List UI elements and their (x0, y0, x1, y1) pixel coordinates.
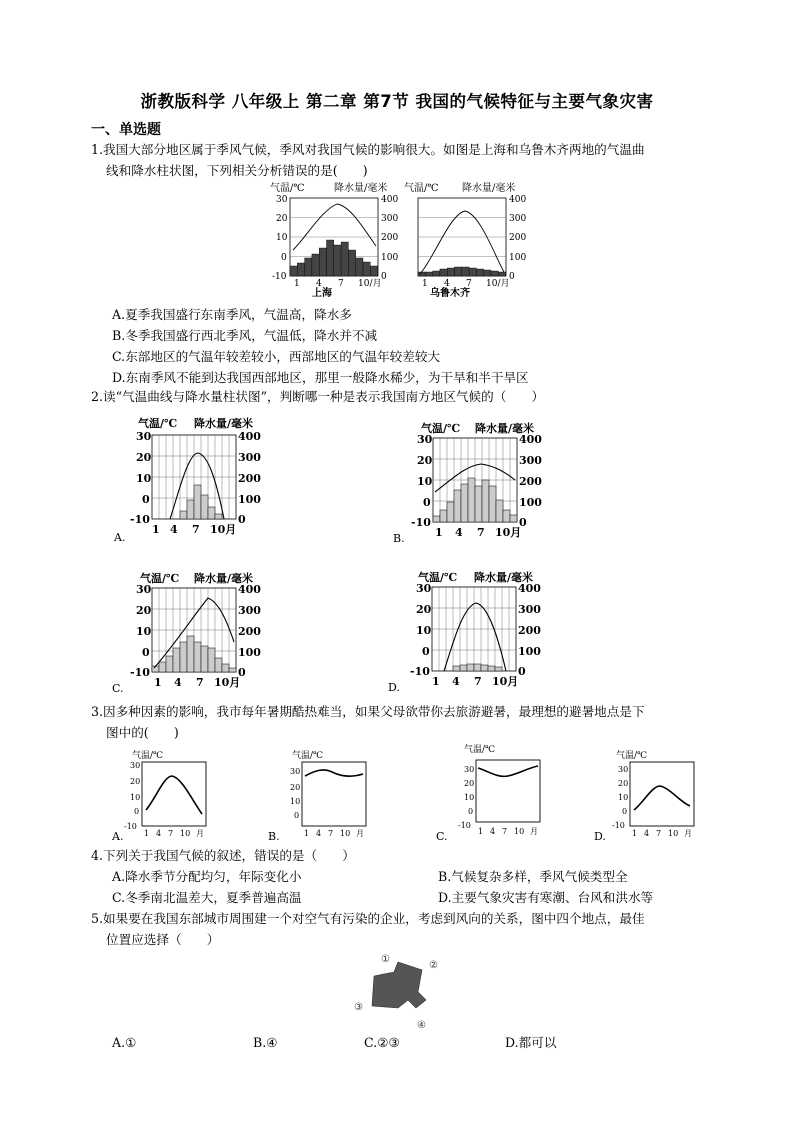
q2-t-tick: 0 (142, 493, 150, 506)
q2-precip-label: 降水量/毫米 (194, 572, 254, 585)
q4-option-b[interactable]: B.气候复杂多样，季风气候类型全 (438, 869, 628, 884)
q5-marker-2: ② (429, 960, 438, 971)
q2-p-tick: 100 (519, 496, 542, 509)
q3-chart-b[interactable] (268, 748, 378, 844)
q3-x-tick: 4 (644, 829, 650, 838)
q3-t-tick: 0 (134, 807, 140, 816)
q3-x-tick: 1 (144, 829, 150, 838)
q3-x-tick: 1 (478, 827, 484, 836)
q1-temp-curve-urumqi (420, 211, 504, 274)
q2-option-b-label[interactable]: B. (393, 532, 405, 545)
q3-x-tick: 4 (316, 829, 322, 838)
page-title: 浙教版科学 八年级上 第二章 第7节 我国的气候特征与主要气象灾害 (140, 92, 654, 111)
q1-p-tick: 400 (381, 195, 399, 205)
q3-t-tick: 20 (618, 779, 629, 788)
q3-temp-label: 气温/℃ (132, 751, 164, 761)
q1-chart-shanghai (270, 181, 398, 299)
q2-p-tick: 400 (238, 583, 261, 596)
q2-p-tick: 300 (238, 604, 261, 617)
q2-t-tick: 20 (136, 604, 152, 617)
q2-x-tick: 4 (174, 676, 182, 689)
q3-temp-label: 气温/℃ (616, 751, 648, 761)
q3-x-tick: 10 (668, 829, 679, 838)
q2-chart-a[interactable] (112, 415, 272, 545)
q2-p-tick: 400 (519, 433, 542, 446)
q2-precip-label: 降水量/毫米 (474, 571, 534, 584)
q2-x-tick: 1 (152, 523, 160, 536)
q4-option-d[interactable]: D.主要气象灾害有寒潮、台风和洪水等 (438, 890, 654, 905)
city-area-shape (372, 962, 426, 1008)
section-heading: 一、单选题 (91, 122, 161, 138)
q3-stem-line2: 图中的( ) (106, 725, 179, 740)
q1-city-shanghai: 上海 (312, 288, 332, 299)
q2-p-tick: 200 (519, 475, 542, 488)
q2-x-tick: 1 (435, 526, 443, 539)
q2-option-d-label[interactable]: D. (388, 681, 400, 693)
q3-t-tick: -10 (124, 822, 137, 831)
q3-x-tick: 月 (196, 829, 204, 838)
q1-t-tick: 30 (276, 195, 288, 205)
q2-x-tick: 10月 (495, 526, 522, 539)
q2-p-tick: 100 (238, 493, 261, 506)
q3-t-tick: 30 (618, 765, 629, 774)
q3-x-tick: 1 (632, 829, 638, 838)
q2-t-tick: 10 (136, 625, 152, 638)
q3-x-tick: 月 (356, 829, 364, 838)
q5-marker-4: ④ (417, 1020, 426, 1031)
q1-p-tick: 100 (509, 253, 527, 263)
q2-t-tick: 30 (136, 583, 152, 596)
q2-p-tick: 100 (518, 645, 541, 658)
q3-x-tick: 7 (502, 827, 508, 836)
q1-x-tick: 4 (444, 279, 450, 289)
q1-city-urumqi: 乌鲁木齐 (430, 288, 470, 299)
q5-stem-line2: 位置应选择（ ） (106, 932, 220, 947)
q3-t-tick: 30 (290, 767, 301, 776)
q1-precip-label-2: 降水量/毫米 (462, 183, 516, 194)
q2-p-tick: 0 (238, 666, 246, 679)
q3-temp-label: 气温/℃ (292, 751, 324, 761)
q1-climate-figure (262, 178, 532, 300)
q4-option-a[interactable]: A.降水季节分配均匀，年际变化小 (112, 869, 302, 884)
q2-p-tick: 200 (238, 472, 261, 485)
q3-t-tick: 0 (622, 807, 628, 816)
q2-t-tick: 10 (136, 472, 152, 485)
q2-t-tick: -10 (410, 665, 430, 678)
q2-temp-label: 气温/℃ (418, 571, 458, 584)
q2-x-tick: 10月 (214, 676, 241, 689)
q2-t-tick: 10 (416, 624, 432, 637)
q1-option-c[interactable]: C.东部地区的气温年较差较小，西部地区的气温年较差较大 (112, 349, 441, 364)
q2-precip-label: 降水量/毫米 (194, 417, 254, 430)
q1-p-tick: 0 (381, 272, 387, 282)
q3-t-tick: 20 (130, 777, 141, 786)
q2-t-tick: 20 (136, 451, 152, 464)
q3-temp-label: 气温/℃ (464, 745, 496, 755)
q3-t-tick: -10 (612, 821, 625, 830)
q2-precip-label: 降水量/毫米 (475, 422, 535, 435)
q2-x-tick: 7 (474, 675, 482, 688)
q1-p-tick: 300 (509, 214, 527, 224)
q1-x-tick: 1 (422, 279, 428, 289)
q2-chart-b[interactable] (393, 420, 553, 545)
q2-p-tick: 200 (518, 624, 541, 637)
q2-t-tick: 30 (417, 433, 433, 446)
q3-t-tick: 0 (468, 807, 474, 816)
q1-t-tick: 20 (276, 214, 288, 224)
q2-t-tick: 20 (417, 454, 433, 467)
q3-x-tick: 月 (530, 827, 538, 836)
q1-x-tick: 10/月 (358, 279, 382, 289)
q1-precip-label-1: 降水量/毫米 (334, 183, 388, 194)
q3-t-tick: 20 (464, 779, 475, 788)
q1-p-tick: 0 (509, 272, 515, 282)
q1-option-a[interactable]: A.夏季我国盛行东南季风，气温高，降水多 (112, 307, 352, 322)
q3-chart-d[interactable] (594, 748, 704, 844)
q5-option-d[interactable]: D.都可以 (505, 1035, 557, 1050)
q2-p-tick: 0 (238, 513, 246, 526)
q5-stem-line1: 5.如果要在我国东部城市周围建一个对空气有污染的企业，考虑到风向的关系，图中四个地点，最佳 (91, 911, 645, 926)
q2-p-tick: 100 (238, 646, 261, 659)
q2-x-tick: 10月 (492, 675, 519, 688)
q3-option-c-label[interactable]: C. (436, 830, 448, 843)
q2-x-tick: 4 (170, 523, 178, 536)
q4-option-c[interactable]: C.冬季南北温差大，夏季普遍高温 (112, 890, 302, 905)
q3-x-tick: 7 (328, 829, 334, 838)
q3-x-tick: 1 (304, 829, 310, 838)
q1-stem-line2: 线和降水柱状图，下列相关分析错误的是( ) (106, 163, 368, 178)
q1-option-d[interactable]: D.东南季风不能到达我国西部地区，那里一般降水稀少，为干旱和半干旱区 (112, 370, 529, 385)
q2-t-tick: 0 (423, 496, 431, 509)
q3-t-tick: 10 (618, 793, 629, 802)
q2-p-tick: 300 (519, 454, 542, 467)
q2-t-tick: 10 (417, 475, 433, 488)
q3-x-tick: 月 (684, 829, 692, 838)
q3-x-tick: 10 (514, 827, 525, 836)
q2-chart-d[interactable] (388, 567, 548, 693)
q3-t-tick: -10 (458, 821, 471, 830)
q1-x-tick: 7 (338, 279, 344, 289)
q1-precip-bars-urumqi (418, 267, 506, 276)
q2-x-tick: 7 (192, 523, 200, 536)
q2-p-tick: 300 (518, 603, 541, 616)
q2-t-tick: 30 (416, 582, 432, 595)
q1-temp-label-1: 气温/℃ (270, 183, 305, 194)
q1-t-tick: 0 (281, 253, 287, 263)
q2-t-tick: 20 (416, 603, 432, 616)
q3-t-tick: 10 (130, 793, 141, 802)
q3-t-tick: 30 (464, 765, 475, 774)
q4-stem: 4.下列关于我国气候的叙述，错误的是（ ） (91, 848, 355, 863)
q2-chart-c[interactable] (112, 568, 272, 693)
q3-chart-a[interactable] (112, 748, 222, 844)
q2-p-tick: 400 (238, 430, 261, 443)
q1-temp-curve-shanghai (293, 204, 376, 250)
q1-chart-urumqi (404, 181, 526, 299)
q2-t-tick: 0 (142, 646, 150, 659)
q3-option-b-label[interactable]: B. (268, 830, 280, 843)
q2-t-tick: 30 (136, 430, 152, 443)
q2-option-c-label[interactable]: C. (112, 682, 124, 693)
q1-t-tick: -10 (272, 272, 287, 282)
q1-p-tick: 400 (509, 195, 527, 205)
q2-t-tick: -10 (130, 513, 150, 526)
q5-marker-3: ③ (354, 1002, 363, 1013)
q5-city-map (348, 948, 448, 1032)
q1-p-tick: 200 (381, 233, 399, 243)
q3-option-d-label[interactable]: D. (594, 830, 606, 843)
q2-t-tick: -10 (130, 666, 150, 679)
q5-option-c[interactable]: C.②③ (364, 1035, 400, 1050)
q2-p-tick: 300 (238, 451, 261, 464)
q3-option-a-label[interactable]: A. (112, 830, 124, 843)
q3-x-tick: 7 (656, 829, 662, 838)
q1-x-tick: 4 (316, 279, 322, 289)
q3-chart-c[interactable] (436, 740, 546, 844)
q2-p-tick: 400 (518, 582, 541, 595)
q1-x-tick: 1 (294, 279, 300, 289)
q1-stem-line1: 1.我国大部分地区属于季风气候，季风对我国气候的影响很大。如图是上海和乌鲁木齐两地的气温曲 (91, 142, 645, 157)
q1-precip-bars-shanghai (290, 240, 378, 276)
q2-p-tick: 0 (519, 516, 527, 529)
q3-t-tick: 20 (290, 783, 301, 792)
q1-x-tick: 10/月 (486, 279, 510, 289)
q3-x-tick: 7 (168, 829, 174, 838)
q3-x-tick: 4 (490, 827, 496, 836)
q2-stem: 2.读“气温曲线与降水量柱状图”，判断哪一种是表示我国南方地区气候的（ ） (91, 389, 545, 404)
q2-p-tick: 200 (238, 625, 261, 638)
q1-p-tick: 200 (509, 233, 527, 243)
q2-temp-label: 气温/℃ (140, 572, 180, 585)
q3-t-tick: 0 (294, 811, 300, 820)
q2-x-tick: 1 (432, 675, 440, 688)
q3-x-tick: 10 (180, 829, 191, 838)
q3-t-tick: 30 (130, 761, 141, 770)
q5-option-a[interactable]: A.① (112, 1035, 137, 1050)
q2-x-tick: 1 (154, 676, 162, 689)
q3-x-tick: 10 (340, 829, 351, 838)
q3-x-tick: 4 (156, 829, 162, 838)
q1-x-tick: 7 (466, 279, 472, 289)
q2-x-tick: 7 (477, 526, 485, 539)
q2-x-tick: 4 (455, 526, 463, 539)
q5-option-b[interactable]: B.④ (253, 1035, 278, 1050)
q3-stem-line1: 3.因多种因素的影响，我市每年暑期酷热难当，如果父母欲带你去旅游避暑，最理想的避暑地点是下 (91, 704, 645, 719)
q2-option-a-label[interactable]: A. (114, 531, 126, 544)
q1-p-tick: 300 (381, 214, 399, 224)
q2-t-tick: -10 (411, 516, 431, 529)
q1-option-b[interactable]: B.冬季我国盛行西北季风，气温低，降水并不减 (112, 328, 378, 343)
q2-t-tick: 0 (422, 645, 430, 658)
q1-t-tick: 10 (276, 233, 288, 243)
q2-p-tick: 0 (518, 665, 526, 678)
q1-temp-label-2: 气温/℃ (404, 183, 439, 194)
q5-marker-1: ① (381, 954, 390, 965)
q2-temp-label: 气温/℃ (138, 417, 178, 430)
q2-temp-label: 气温/℃ (421, 422, 461, 435)
q2-x-tick: 4 (452, 675, 460, 688)
q3-t-tick: 10 (464, 793, 475, 802)
q2-x-tick: 7 (196, 676, 204, 689)
q2-x-tick: 10月 (210, 523, 237, 536)
q1-p-tick: 100 (381, 253, 399, 263)
q3-t-tick: 10 (290, 797, 301, 806)
